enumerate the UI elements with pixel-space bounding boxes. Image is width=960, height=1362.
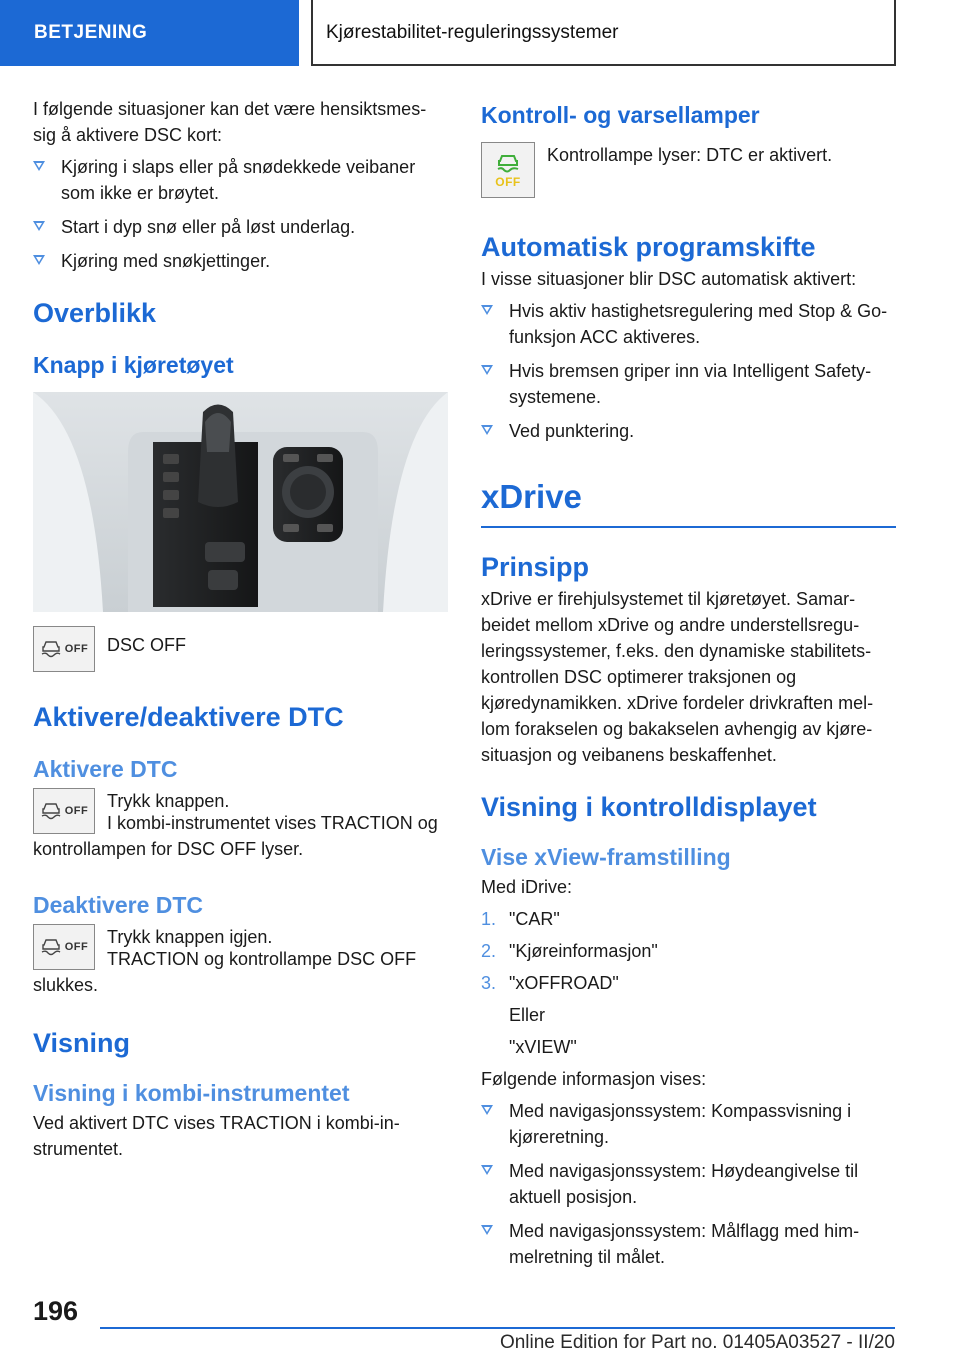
display-heading: Visning <box>33 1028 131 1058</box>
xview-option: "xVIEW" <box>509 1037 577 1057</box>
list-item: Start i dyp snø eller på løst underlag. <box>33 214 448 240</box>
right-column <box>481 100 896 1278</box>
section-tab: BETJENING <box>0 0 299 66</box>
triangle-bullet-icon <box>481 1105 493 1115</box>
section-rule <box>481 526 896 528</box>
info-bullet-list <box>481 1098 896 1270</box>
triangle-bullet-icon <box>481 365 493 375</box>
overview-heading: Overblikk <box>33 298 157 328</box>
triangle-bullet-icon <box>481 425 493 435</box>
list-item: Med navigasjonssystem: Kompassvisning i kjøreretning. <box>481 1098 896 1150</box>
triangle-bullet-icon <box>33 255 45 265</box>
button-heading: Knapp i kjøretøyet <box>33 352 234 378</box>
dsc-off-icon: OFF <box>33 626 95 672</box>
activate-step-2: I kombi-instrumentet vises TRACTION og kontrollampen for DSC OFF lyser. <box>33 813 438 859</box>
list-item: Med navigasjonssystem: Målflagg med him-melretning til målet. <box>481 1218 896 1270</box>
list-item: Ved punktering. <box>481 418 896 444</box>
triangle-bullet-icon <box>481 305 493 315</box>
principle-text: xDrive er firehjulsystemet til kjøretøyet. Samar-beidet mellom xDrive og andre understellsregu-leringssystemer, f.eks. den dynamiske stabilitets-kontrollen DSC optimerer traksjonen og kjøredynamikken. xDrive fordeler drivkraften mel-lom forakselen og bakakselen avhengig av kjøre-situasjon og veibanens beskaffenhet. <box>481 589 874 765</box>
xdrive-heading: xDrive <box>481 478 582 515</box>
footer-rule <box>100 1327 895 1329</box>
or-text: Eller <box>509 1005 546 1025</box>
page-header <box>0 0 960 66</box>
auto-heading: Automatisk programskifte <box>481 232 816 262</box>
display-text: Ved aktivert DTC vises TRACTION i kombi-in-strumentet. <box>33 1113 400 1159</box>
list-item: 2. "Kjøreinformasjon" <box>481 941 658 961</box>
info-intro: Følgende informasjon vises: <box>481 1069 707 1089</box>
principle-heading: Prinsipp <box>481 552 590 582</box>
triangle-bullet-icon <box>481 1225 493 1235</box>
edition-text: Online Edition for Part no. 01405A03527 - II/20 <box>499 1332 895 1353</box>
list-item: Hvis aktiv hastighetsregulering med Stop & Go-funksjon ACC aktiveres. <box>481 298 896 350</box>
intro-text: I følgende situasjoner kan det være hensiktsmes-sig å aktivere DSC kort: <box>33 99 427 145</box>
dtc-heading: Aktivere/deaktivere DTC <box>33 702 344 732</box>
deactivate-step-1: Trykk knappen igjen. <box>107 927 273 947</box>
deactivate-dtc-heading: Deaktivere DTC <box>33 892 204 918</box>
lamp-text: Kontrollampe lyser: DTC er aktivert. <box>547 145 833 165</box>
activate-dtc-heading: Aktivere DTC <box>33 756 178 782</box>
deactivate-step-2: TRACTION og kontrollampe DSC OFF slukkes. <box>33 949 417 995</box>
list-item: 1. "CAR" <box>481 909 560 929</box>
lamps-heading: Kontroll- og varsellamper <box>481 102 760 128</box>
triangle-bullet-icon <box>33 161 45 171</box>
dtc-lamp-icon: OFF <box>481 142 535 198</box>
display-sub-heading: Visning i kombi-instrumentet <box>33 1080 350 1106</box>
dsc-off-icon: OFF <box>33 788 95 834</box>
control-display-heading: Visning i kontrolldisplayet <box>481 792 817 822</box>
steps-list <box>481 906 896 996</box>
list-item: Hvis bremsen griper inn via Intelligent Safety-systemene. <box>481 358 896 410</box>
idrive-text: Med iDrive: <box>481 877 573 897</box>
dsc-off-label: DSC OFF <box>107 635 186 655</box>
page-number: 196 <box>33 1296 79 1326</box>
list-item: Kjøring med snøkjettinger. <box>33 248 448 274</box>
activate-step-1: Trykk knappen. <box>107 791 230 811</box>
chapter-title: Kjørestabilitet-reguleringssystemer <box>312 0 896 66</box>
list-item: Med navigasjonssystem: Høydeangivelse til aktuell posisjon. <box>481 1158 896 1210</box>
intro-bullet-list <box>33 154 448 274</box>
activate-dtc-row <box>33 788 448 836</box>
gear-selector-console-photo <box>33 392 448 612</box>
left-column <box>33 96 448 1168</box>
lamp-row <box>481 142 896 200</box>
xview-heading: Vise xView-framstilling <box>481 844 731 870</box>
dsc-off-row <box>33 626 448 674</box>
auto-bullet-list <box>481 298 896 444</box>
auto-intro: I visse situasjoner blir DSC automatisk aktivert: <box>481 269 857 289</box>
triangle-bullet-icon <box>481 1165 493 1175</box>
deactivate-dtc-row <box>33 924 448 972</box>
triangle-bullet-icon <box>33 221 45 231</box>
list-item: 3. "xOFFROAD" <box>481 973 619 993</box>
dsc-off-icon: OFF <box>33 924 95 970</box>
list-item: Kjøring i slaps eller på snødekkede veibaner som ikke er brøytet. <box>33 154 448 206</box>
